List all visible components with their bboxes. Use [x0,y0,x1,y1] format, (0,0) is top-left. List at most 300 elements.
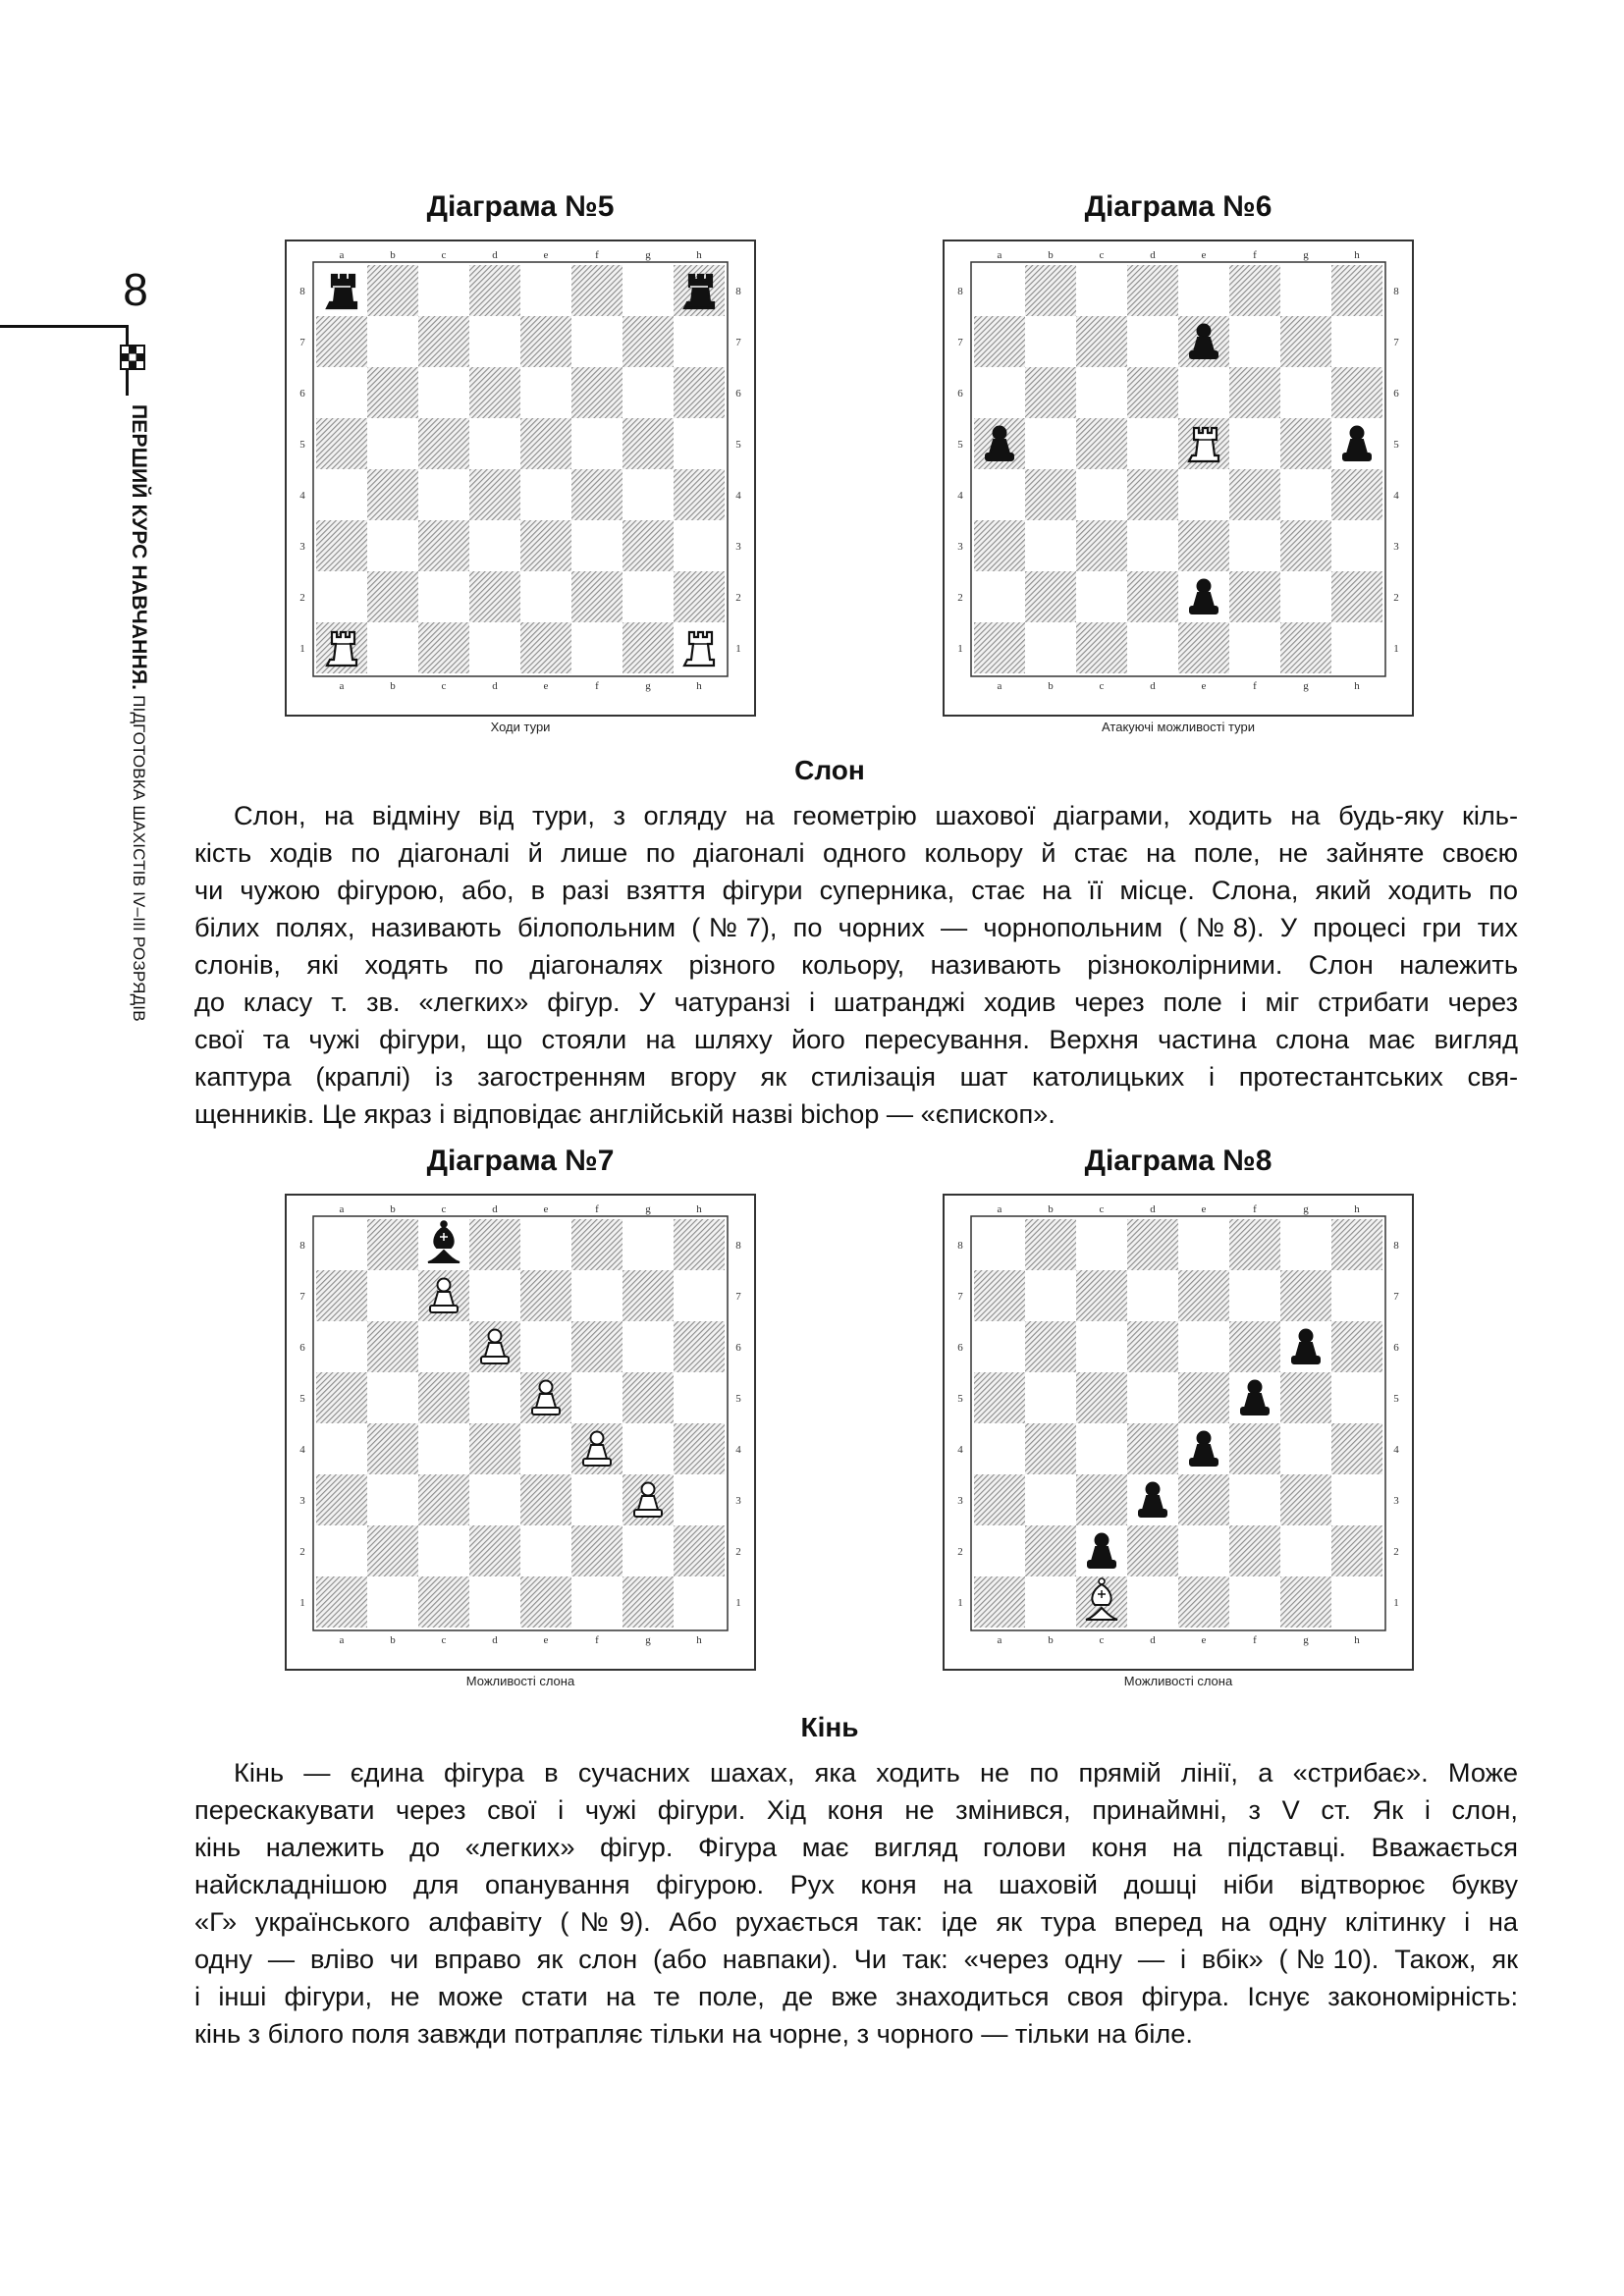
square-c8 [1076,1219,1127,1270]
file-label: g [645,680,651,692]
chessboard-svg [945,241,1412,715]
square-b8 [367,265,418,316]
square-d5 [469,1372,520,1423]
file-label: f [1253,1203,1257,1215]
rank-label: 7 [1393,337,1399,348]
square-b1 [367,622,418,673]
square-d5 [1127,1372,1178,1423]
file-label: b [1048,1634,1054,1646]
square-b3 [1025,520,1076,571]
square-a2 [974,571,1025,622]
square-b4 [1025,1423,1076,1474]
paragraph-bishop [194,797,1518,1133]
square-h3 [674,1474,725,1525]
rank-label: 4 [1393,1444,1399,1456]
square-g7 [623,316,674,367]
running-title-rest: ПІДГОТОВКА ШАХІСТІВ IV–III РОЗРЯДІВ [130,690,148,1022]
square-h6 [1331,1321,1382,1372]
file-label: a [997,249,1002,261]
square-b1 [367,1576,418,1628]
square-c1 [1076,622,1127,673]
square-c1 [418,622,469,673]
square-d8 [1127,1219,1178,1270]
square-e8 [1178,265,1229,316]
square-d6 [1127,1321,1178,1372]
square-a7 [316,1270,367,1321]
square-d1 [469,622,520,673]
square-c1 [418,1576,469,1628]
text-line: кінь належить до «легких» фігур. Фігура має вигляд голови коня на підставці. Вважається [194,1832,1518,1862]
square-a4 [316,1423,367,1474]
square-c3 [418,1474,469,1525]
square-a5 [974,1372,1025,1423]
square-e4 [520,469,571,520]
square-e4 [520,1423,571,1474]
square-d2 [469,571,520,622]
rank-label: 5 [957,439,963,451]
square-h5 [674,418,725,469]
text-line: кінь з білого поля завжди потрапляє тільки на чорне, з чорного — тільки на біле. [194,2018,1193,2049]
square-d4 [1127,469,1178,520]
file-label: g [645,1634,651,1646]
square-h7 [674,1270,725,1321]
square-g7 [1280,316,1331,367]
square-b4 [367,469,418,520]
square-b2 [367,571,418,622]
square-c5 [1076,418,1127,469]
square-h4 [1331,1423,1382,1474]
square-c5 [418,1372,469,1423]
square-f8 [571,265,623,316]
square-b4 [1025,469,1076,520]
rank-label: 5 [1393,439,1399,451]
square-d2 [469,1525,520,1576]
square-g5 [623,1372,674,1423]
margin-rule [0,325,126,328]
square-e2 [520,1525,571,1576]
file-label: c [441,1634,447,1646]
square-g1 [623,1576,674,1628]
file-label: a [339,1634,345,1646]
file-label: d [1150,1634,1156,1646]
text-line: Слон, на відміну від тури, з огляду на геометрію шахової діаграми, ходить на будь-яку кіль- [234,800,1518,830]
square-g8 [1280,1219,1331,1270]
rank-label: 1 [735,1597,741,1609]
file-label: g [1303,249,1309,261]
square-a2 [974,1525,1025,1576]
file-label: b [1048,1203,1054,1215]
rank-label: 5 [957,1393,963,1405]
square-f1 [1229,1576,1280,1628]
square-b5 [367,1372,418,1423]
diagram-caption: Можливості слона [1123,1674,1233,1688]
rank-label: 8 [1393,1240,1399,1252]
file-label: e [543,680,549,692]
rank-label: 6 [1393,388,1399,400]
square-f2 [571,571,623,622]
file-label: d [1150,1203,1156,1215]
chessboard-svg [287,1196,754,1669]
square-c3 [1076,1474,1127,1525]
square-h5 [674,1372,725,1423]
square-g4 [623,469,674,520]
square-f3 [571,1474,623,1525]
file-label: c [441,680,447,692]
square-d1 [1127,1576,1178,1628]
file-label: f [595,680,599,692]
square-g2 [623,571,674,622]
square-h1 [674,1576,725,1628]
diagram-caption: Ходи тури [490,720,551,734]
file-label: c [1099,1203,1105,1215]
square-a6 [974,367,1025,418]
text-line: «Г» українського алфавіту (№9). Або рухається так: іде як тура вперед на одну клітинку і на [194,1906,1518,1937]
rank-label: 4 [1393,490,1399,502]
square-c4 [418,469,469,520]
square-c4 [1076,469,1127,520]
text-line: каптура (краплі) із загостренням вгору як стилізація шат католицьких і протестантських свя- [194,1061,1518,1092]
square-a1 [316,1576,367,1628]
text-line: перескакувати через свої і чужі фігури. Хід коня не змінився, принаймні, з V ст. Як і слон, [194,1794,1518,1825]
rank-label: 5 [299,1393,305,1405]
file-label: c [1099,1634,1105,1646]
square-b4 [367,1423,418,1474]
square-c7 [418,316,469,367]
square-h5 [1331,1372,1382,1423]
square-c2 [418,571,469,622]
rank-label: 7 [957,1291,963,1303]
square-e3 [1178,1474,1229,1525]
square-g5 [1280,418,1331,469]
square-b6 [1025,367,1076,418]
square-c8 [418,265,469,316]
square-h2 [1331,1525,1382,1576]
text-line: і інші фігури, не може стати на те поле, де вже знаходиться своя фігура. Існує закономірність: [194,1981,1518,2011]
square-b8 [1025,1219,1076,1270]
text-line: слонів, які ходять по діагоналях різного кольору, називають різноколірними. Слон належить [194,949,1518,980]
square-c2 [1076,571,1127,622]
section-heading-bishop: Слон [794,755,865,785]
square-b7 [367,1270,418,1321]
square-a6 [316,367,367,418]
square-a6 [974,1321,1025,1372]
square-e6 [520,1321,571,1372]
square-d7 [469,1270,520,1321]
square-c3 [1076,520,1127,571]
rank-label: 5 [735,439,741,451]
file-label: d [1150,680,1156,692]
square-d7 [1127,316,1178,367]
square-b5 [367,418,418,469]
square-h8 [1331,265,1382,316]
chessboard-svg [287,241,754,715]
square-f1 [571,622,623,673]
rank-label: 2 [1393,1546,1399,1558]
rank-label: 8 [735,286,741,297]
square-c4 [418,1423,469,1474]
square-f6 [571,367,623,418]
square-f4 [1229,1423,1280,1474]
square-f5 [1229,418,1280,469]
square-d8 [469,1219,520,1270]
square-h7 [674,316,725,367]
rank-label: 3 [299,1495,305,1507]
square-b2 [1025,571,1076,622]
rank-label: 4 [735,1444,741,1456]
diagram-7 [285,1147,756,1688]
square-g1 [623,622,674,673]
square-d5 [1127,418,1178,469]
rank-label: 2 [735,592,741,604]
rank-label: 1 [299,643,305,655]
file-label: a [339,249,345,261]
square-e3 [1178,520,1229,571]
square-f5 [571,418,623,469]
text-line: щенників. Це якраз і відповідає англійській назві bichop — «єпископ». [194,1098,1056,1129]
square-b5 [1025,1372,1076,1423]
board-squares [316,1219,725,1628]
square-f3 [1229,1474,1280,1525]
square-g2 [1280,1525,1331,1576]
square-d4 [469,469,520,520]
rank-label: 4 [957,490,963,502]
file-label: g [645,1203,651,1215]
square-h2 [674,1525,725,1576]
text-line: кість ходів по діагоналі й лише по діагоналі одного кольору й стає на поле, не зайняте своєю [194,837,1518,868]
square-f2 [1229,571,1280,622]
rank-label: 8 [299,286,305,297]
square-f7 [1229,316,1280,367]
file-label: h [696,1203,702,1215]
chessboard-icon [120,345,145,370]
square-a3 [974,520,1025,571]
square-b7 [367,316,418,367]
rank-label: 2 [957,592,963,604]
board-squares [974,265,1382,673]
file-label: g [1303,680,1309,692]
square-c6 [418,1321,469,1372]
diagram-title: Діаграма №8 [1084,1145,1272,1177]
square-f2 [1229,1525,1280,1576]
rank-label: 6 [1393,1342,1399,1354]
text-line: до класу т. зв. «легких» фігур. У чатуранзі і шатранджі ходив через поле і міг стрибати через [194,987,1518,1017]
square-e7 [520,1270,571,1321]
square-g6 [1280,367,1331,418]
square-f3 [571,520,623,571]
file-label: e [543,1634,549,1646]
square-g2 [623,1525,674,1576]
diagram-title: Діаграма №5 [426,190,615,223]
rank-label: 4 [299,1444,305,1456]
square-b7 [1025,1270,1076,1321]
square-b7 [1025,316,1076,367]
square-a7 [974,1270,1025,1321]
square-d3 [1127,520,1178,571]
square-g6 [623,1321,674,1372]
square-b3 [367,1474,418,1525]
rank-label: 8 [299,1240,305,1252]
square-g8 [1280,265,1331,316]
square-h2 [674,571,725,622]
square-c5 [1076,1372,1127,1423]
square-b1 [1025,622,1076,673]
square-e7 [1178,1270,1229,1321]
file-label: b [390,1634,396,1646]
square-a2 [316,1525,367,1576]
square-b1 [1025,1576,1076,1628]
square-f2 [571,1525,623,1576]
square-a5 [316,1372,367,1423]
file-label: f [1253,249,1257,261]
file-label: b [390,1203,396,1215]
square-a4 [974,469,1025,520]
square-f1 [1229,622,1280,673]
square-g2 [1280,571,1331,622]
file-label: h [696,249,702,261]
rank-label: 8 [957,1240,963,1252]
rank-label: 2 [299,592,305,604]
square-h3 [1331,1474,1382,1525]
square-f5 [571,1372,623,1423]
square-f7 [571,1270,623,1321]
file-label: d [492,249,498,261]
text-line: білих полях, називають білопольним (№7), по чорних — чорнопольним (№8). У процесі гри тих [194,912,1518,942]
rank-label: 4 [735,490,741,502]
rank-label: 1 [735,643,741,655]
square-d2 [1127,571,1178,622]
rank-label: 6 [735,388,741,400]
file-label: e [1201,249,1207,261]
file-label: d [1150,249,1156,261]
chessboard [285,1194,756,1671]
square-f7 [571,316,623,367]
file-label: f [1253,1634,1257,1646]
square-e2 [520,571,571,622]
square-a8 [974,1219,1025,1270]
square-b5 [1025,418,1076,469]
rank-label: 1 [1393,1597,1399,1609]
square-b6 [367,1321,418,1372]
square-b2 [367,1525,418,1576]
rank-label: 6 [957,1342,963,1354]
rank-label: 4 [957,1444,963,1456]
square-h1 [1331,1576,1382,1628]
paragraph-knight [194,1754,1518,2053]
square-e1 [520,622,571,673]
square-g3 [623,520,674,571]
square-e7 [520,316,571,367]
square-c8 [1076,265,1127,316]
square-f8 [1229,1219,1280,1270]
file-label: a [339,680,345,692]
file-label: b [1048,249,1054,261]
square-g7 [1280,1270,1331,1321]
square-d7 [469,316,520,367]
square-g6 [623,367,674,418]
file-label: g [645,249,651,261]
square-f1 [571,1576,623,1628]
square-b6 [367,367,418,418]
square-c6 [1076,367,1127,418]
board-squares [974,1219,1382,1628]
square-d5 [469,418,520,469]
square-h8 [674,1219,725,1270]
square-d7 [1127,1270,1178,1321]
rank-label: 7 [1393,1291,1399,1303]
square-f7 [1229,1270,1280,1321]
rank-label: 7 [735,337,741,348]
rank-label: 6 [957,388,963,400]
square-h3 [1331,520,1382,571]
square-b2 [1025,1525,1076,1576]
square-h3 [674,520,725,571]
square-g4 [1280,1423,1331,1474]
rank-label: 3 [1393,1495,1399,1507]
diagram-title: Діаграма №7 [426,1145,615,1177]
square-h4 [674,1423,725,1474]
square-h2 [1331,571,1382,622]
text-line: свої та чужі фігури, що стояли на шляху його пересування. Верхня частина слона має вигляд [194,1024,1518,1054]
square-e6 [520,367,571,418]
file-label: a [997,680,1002,692]
rank-label: 2 [957,1546,963,1558]
file-label: h [696,680,702,692]
square-d4 [1127,1423,1178,1474]
square-g3 [1280,520,1331,571]
square-a4 [316,469,367,520]
square-a1 [974,1576,1025,1628]
file-label: b [1048,680,1054,692]
square-g8 [623,265,674,316]
square-a2 [316,571,367,622]
square-e1 [1178,622,1229,673]
file-label: e [1201,1634,1207,1646]
rank-label: 5 [299,439,305,451]
square-e1 [1178,1576,1229,1628]
square-d3 [469,520,520,571]
square-b3 [1025,1474,1076,1525]
file-label: c [1099,680,1105,692]
square-f4 [571,469,623,520]
square-e8 [520,265,571,316]
square-d1 [469,1576,520,1628]
square-e1 [520,1576,571,1628]
square-a5 [316,418,367,469]
square-d6 [469,367,520,418]
file-label: f [595,1203,599,1215]
rank-label: 3 [957,1495,963,1507]
square-f6 [571,1321,623,1372]
square-c2 [418,1525,469,1576]
rank-label: 8 [957,286,963,297]
square-h7 [1331,1270,1382,1321]
rank-label: 3 [1393,541,1399,553]
rank-label: 7 [299,337,305,348]
diagram-caption: Атакуючі можливості тури [1102,720,1255,734]
file-label: b [390,680,396,692]
running-title [126,404,151,1022]
file-label: h [1354,249,1360,261]
diagram-title: Діаграма №6 [1084,190,1272,223]
square-d1 [1127,622,1178,673]
file-label: e [543,249,549,261]
square-h8 [1331,1219,1382,1270]
rank-label: 7 [735,1291,741,1303]
square-e5 [520,418,571,469]
diagram-8 [943,1147,1414,1688]
square-c6 [1076,1321,1127,1372]
square-a8 [316,1219,367,1270]
